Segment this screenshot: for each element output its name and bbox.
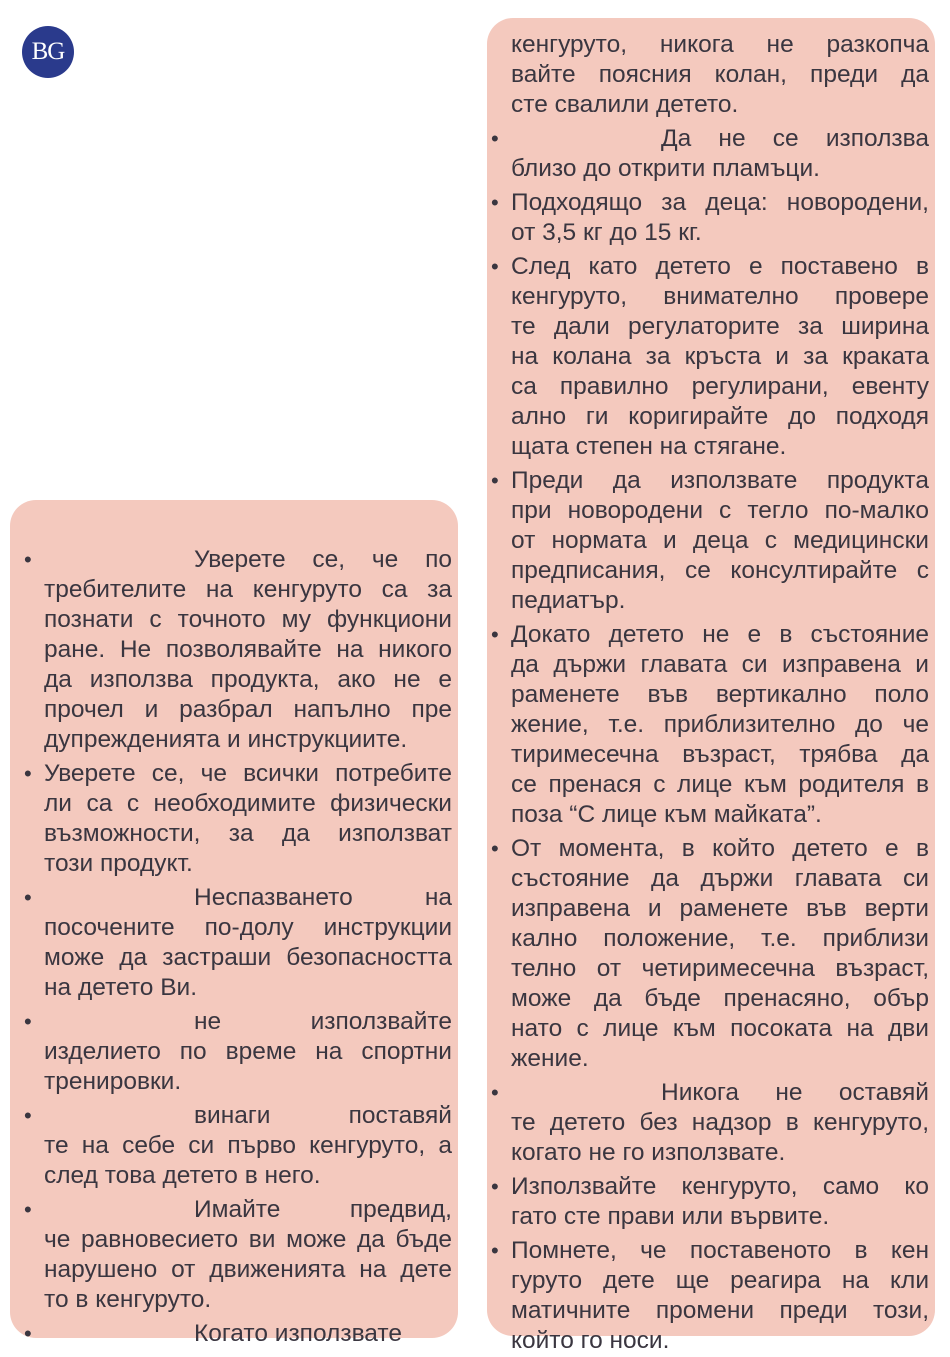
warning-line: при новородени с тегло по-малко [511,497,929,524]
warnings-list-left [22,545,452,1349]
warning-line: гато сте прави или вървите. [511,1203,830,1230]
warning-line: телно от четиримесечна възраст, [511,955,929,982]
warning-line: тренировки. [44,1068,182,1095]
warning-line: може да застраши безопасността [44,944,452,971]
warning-line: • не използвайте [194,1008,452,1035]
warning-line: на колана за кръста и за краката [511,343,929,370]
warning-item [489,620,929,830]
warning-line: то в кенгуруто. [44,1286,212,1313]
warning-line: кенгуруто, никога не разкопча [511,31,929,58]
warning-line: жение, т.е. приблизително до че [511,711,929,738]
warning-line: са правилно регулирани, евенту [511,373,929,400]
warning-line: предписания, се консултирайте с [511,557,929,584]
warning-line: • След като детето е поставено в [511,253,929,280]
warning-line: състояние да държи главата си [511,865,929,892]
warning-line: жение. [511,1045,589,1072]
warning-line: • винаги поставяй [194,1102,452,1129]
warning-line: те детето без надзор в кенгуруто, [511,1109,929,1136]
warning-item-continuation [489,30,929,120]
warning-line: кенгуруто, внимателно провере [511,283,929,310]
warning-line: прочел и разбрал напълно пре [44,696,452,723]
warning-line: след това детето в него. [44,1162,321,1189]
warning-line: требителите на кенгуруто са за [44,576,452,603]
warning-line: нато с лице към посоката на дви [511,1015,929,1042]
warning-line: който го носи. [511,1327,670,1354]
warnings-list-right [489,30,929,1356]
warning-line: • Неспазването на [194,884,452,911]
warning-line: матичните промени преди този, [511,1297,929,1324]
warning-line: този продукт. [44,850,193,877]
warning-line: близо до открити пламъци. [511,155,820,182]
warning-line: • Помнете, че поставеното в кен [511,1237,929,1264]
warning-line: изделието по време на спортни [44,1038,452,1065]
warning-line: ране. Не позволявайте на никого [44,636,452,663]
warning-line: • Уверете се, че всички потребите [44,760,452,787]
warning-item [22,545,452,755]
warning-line: те дали регулаторите за ширина [511,313,929,340]
warning-item [489,188,929,248]
warning-line: • Никога не оставяй [661,1079,929,1106]
warning-line: раменете във вертикално поло [511,681,929,708]
warning-item [22,759,452,879]
warning-line: да използва продукта, ако не е [44,666,452,693]
warning-line: от 3,5 кг до 15 кг. [511,219,702,246]
warning-line: • От момента, в който детето е в [511,835,929,862]
warning-line: • Подходящо за деца: новородени, [511,189,929,216]
warning-item [489,1236,929,1356]
warning-line: гуруто дете ще реагира на кли [511,1267,929,1294]
warning-item [22,1195,452,1315]
warning-item [489,252,929,462]
warning-line: възможности, за да използват [44,820,452,847]
warning-line: • Използвайте кенгуруто, само ко [511,1173,929,1200]
warning-line: • Да не се използва [661,125,929,152]
language-badge: BG [22,26,74,78]
warning-item [22,883,452,1003]
warning-line: че равновесието ви може да бъде [44,1226,452,1253]
warning-line: кално положение, т.е. приблизи [511,925,929,952]
warning-item [22,1007,452,1097]
warning-line: нарушено от движенията на дете [44,1256,452,1283]
warning-line: на детето Ви. [44,974,198,1001]
warning-line: вайте поясния колан, преди да [511,61,929,88]
warning-line: • Когато използвате [194,1320,402,1347]
warning-line: може да бъде пренасяно, обър [511,985,929,1012]
warning-item [489,124,929,184]
warnings-panel-left [10,500,458,1347]
warning-line: посочените по-долу инструкции [44,914,452,941]
warning-line: • Докато детето не е в състояние [511,621,929,648]
warning-line: • Преди да използвате продукта [511,467,929,494]
warning-line: педиатър. [511,587,626,614]
warning-line: от нормата и деца с медицински [511,527,929,554]
warning-item [489,1078,929,1168]
warning-line: поза “С лице към майката”. [511,801,822,828]
warning-item [489,1172,929,1232]
warning-line: сте свалили детето. [511,91,739,118]
warning-line: • Имайте предвид, [194,1196,452,1223]
warning-line: познати с точното му функциони [44,606,452,633]
warning-line: ално ги коригирайте до подходя [511,403,929,430]
warning-line: се пренася с лице към родителя в [511,771,929,798]
warning-line: дупрежденията и инструкциите. [44,726,408,753]
warnings-panel-right [487,18,935,1354]
warning-line: • Уверете се, че по [194,546,452,573]
warning-item [22,1101,452,1191]
warning-line: да държи главата си изправена и [511,651,929,678]
warning-line: ли са с необходимите физически [44,790,452,817]
warning-line: изправена и раменете във верти [511,895,929,922]
warning-line: когато не го използвате. [511,1139,786,1166]
warning-item [489,834,929,1074]
warning-line: щата степен на стягане. [511,433,787,460]
warning-item [22,1319,452,1349]
warning-item [489,466,929,616]
warning-line: те на себе си първо кенгуруто, а [44,1132,452,1159]
warning-line: тиримесечна възраст, трябва да [511,741,929,768]
